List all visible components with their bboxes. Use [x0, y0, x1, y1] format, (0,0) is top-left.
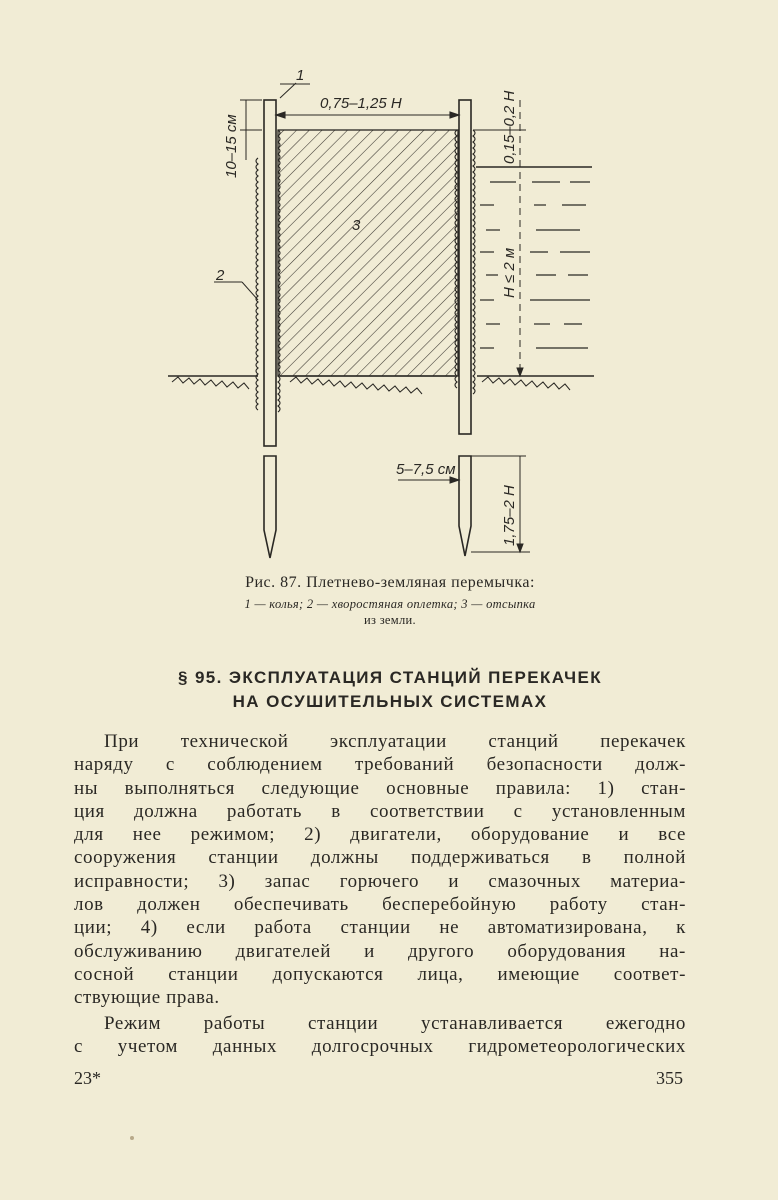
label-wattle-number: 2: [216, 267, 225, 284]
cofferdam-diagram: [150, 60, 610, 570]
paragraph-line: лов должен обеспечивать бесперебойную работу стан-: [74, 894, 686, 916]
paragraph-line: ны выполняться следующие основные правила: 1) стан-: [74, 777, 686, 799]
paragraph-2: [74, 1012, 686, 1059]
paragraph-line: При технической эксплуатации станций перекачек: [104, 731, 686, 752]
paragraph-1: [74, 730, 686, 1010]
paragraph-line: исправности; 3) запас горючего и смазочных материа-: [74, 870, 686, 892]
caption-title: Рис. 87. Плетнево-земляная перемычка:: [245, 574, 535, 591]
page-number: 355: [656, 1068, 683, 1088]
caption-legend-line2: из земли.: [364, 613, 416, 627]
label-width: 0,75–1,25 H: [320, 95, 402, 112]
right-stake: [459, 100, 471, 434]
signature-mark: 23*: [74, 1068, 101, 1088]
paragraph-line: ции; 4) если работа станции не автоматизирована, к: [74, 917, 686, 939]
earth-fill: [278, 130, 458, 376]
dim-right: [471, 100, 530, 552]
dim-top-gap: [240, 100, 262, 160]
label-water-depth: H ≤ 2 м: [501, 247, 518, 298]
paragraph-line: сооружения станции должны поддерживаться в полной: [74, 847, 686, 869]
figure-caption: [120, 574, 660, 628]
section-heading-line2: НА ОСУШИТЕЛЬНЫХ СИСТЕМАХ: [232, 692, 548, 711]
label-top-gap: 10–15 см: [223, 114, 240, 178]
paragraph-line: ция должна работать в соответствии с установленным: [74, 800, 686, 822]
section-heading-line1: § 95. ЭКСПЛУАТАЦИЯ СТАНЦИЙ ПЕРЕКАЧЕК: [177, 668, 603, 687]
label-stake-number: 1: [296, 67, 305, 84]
dim-width: [276, 112, 459, 118]
paragraph-line: с учетом данных долгосрочных гидрометеорологических: [74, 1036, 686, 1058]
paragraph-line: обслуживанию двигателей и другого оборудования на-: [74, 940, 686, 962]
left-stake-point: [264, 456, 276, 558]
water-body: [476, 167, 592, 348]
section-heading: [90, 666, 690, 714]
label-embedment: 1,75–2 H: [501, 485, 518, 546]
label-freeboard: 0,15–0,2 H: [501, 90, 518, 164]
label-stake-diameter: 5–7,5 см: [396, 461, 456, 478]
paragraph-line: Режим работы станции устанавливается ежегодно: [104, 1013, 686, 1034]
cofferdam-figure: [150, 60, 610, 570]
paragraph-line: наряду с соблюдением требований безопасности долж-: [74, 754, 686, 776]
paper-speck: [130, 1136, 134, 1140]
right-stake-point: [459, 456, 471, 556]
left-stake: [264, 100, 276, 446]
label-fill-number: 3: [352, 217, 361, 234]
caption-legend-line1: 1 — колья; 2 — хворостяная оплетка; 3 — отсыпка: [244, 597, 536, 611]
paragraph-line: для нее режимом; 2) двигатели, оборудование и все: [74, 824, 686, 846]
paragraph-line: сосной станции допускаются лица, имеющие соответ-: [74, 963, 686, 985]
paragraph-line: ствующие права.: [74, 987, 220, 1009]
ground-surface: [168, 376, 594, 394]
